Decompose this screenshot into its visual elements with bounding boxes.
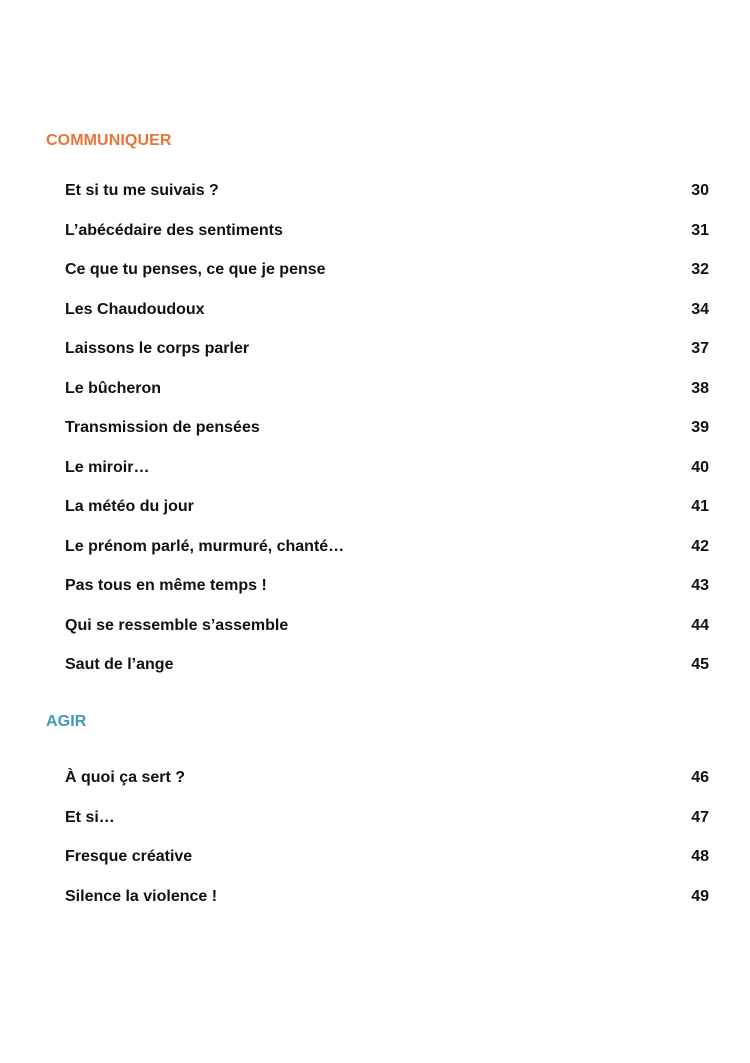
toc-entry[interactable] [65, 655, 709, 675]
toc-entry-page: 38 [691, 380, 709, 397]
toc-entry-page: 32 [691, 261, 709, 278]
toc-entry-label: Qui se ressemble s’assemble [65, 617, 289, 634]
toc-entry-label: Transmission de pensées [65, 419, 260, 436]
toc-entry-page: 43 [691, 577, 709, 594]
toc-entry-page: 42 [691, 538, 709, 555]
toc-entry[interactable] [65, 847, 709, 867]
toc-entry-label: Le prénom parlé, murmuré, chanté… [65, 538, 345, 555]
section-title: AGIR [46, 713, 87, 730]
toc-entry[interactable] [65, 379, 709, 399]
toc-entry[interactable] [65, 808, 709, 828]
toc-entry[interactable] [65, 768, 709, 788]
toc-entry[interactable] [65, 300, 709, 320]
toc-entry-label: Le bûcheron [65, 380, 162, 397]
toc-entry[interactable] [65, 221, 709, 241]
toc-entry[interactable] [65, 497, 709, 517]
toc-entry[interactable] [65, 537, 709, 557]
toc-entry-page: 41 [691, 498, 709, 515]
toc-entry[interactable] [65, 181, 709, 201]
toc-entry-page: 30 [691, 182, 709, 199]
toc-entry-page: 49 [691, 888, 709, 905]
toc-entry-page: 47 [691, 809, 709, 826]
toc-entry-label: Et si… [65, 809, 115, 826]
toc-entry-label: Les Chaudoudoux [65, 301, 205, 318]
toc-entry-label: À quoi ça sert ? [65, 769, 186, 786]
toc-entry-label: Laissons le corps parler [65, 340, 250, 357]
toc-entry-page: 34 [691, 301, 709, 318]
toc-entry[interactable] [65, 887, 709, 907]
toc-entry-page: 48 [691, 848, 709, 865]
toc-entry-page: 39 [691, 419, 709, 436]
toc-entry[interactable] [65, 616, 709, 636]
toc-entry[interactable] [65, 260, 709, 280]
toc-entry-page: 44 [691, 617, 709, 634]
toc-entry-page: 31 [691, 222, 709, 239]
toc-entry-page: 45 [691, 656, 709, 673]
toc-entry[interactable] [65, 576, 709, 596]
toc-entry-page: 46 [691, 769, 709, 786]
toc-entry-label: La météo du jour [65, 498, 194, 515]
toc-entry-label: Ce que tu penses, ce que je pense [65, 261, 326, 278]
toc-entry-page: 40 [691, 459, 709, 476]
toc-entry-label: Pas tous en même temps ! [65, 577, 267, 594]
section-title: COMMUNIQUER [46, 132, 172, 149]
toc-entry-label: Le miroir… [65, 459, 150, 476]
toc-entry-label: Saut de l’ange [65, 656, 174, 673]
toc-entry-label: L’abécédaire des sentiments [65, 222, 283, 239]
toc-entry[interactable] [65, 458, 709, 478]
toc-entry-page: 37 [691, 340, 709, 357]
toc-entry-label: Fresque créative [65, 848, 193, 865]
toc-entry-label: Silence la violence ! [65, 888, 218, 905]
toc-entry-label: Et si tu me suivais ? [65, 182, 219, 199]
toc-entry[interactable] [65, 339, 709, 359]
toc-entry[interactable] [65, 418, 709, 438]
